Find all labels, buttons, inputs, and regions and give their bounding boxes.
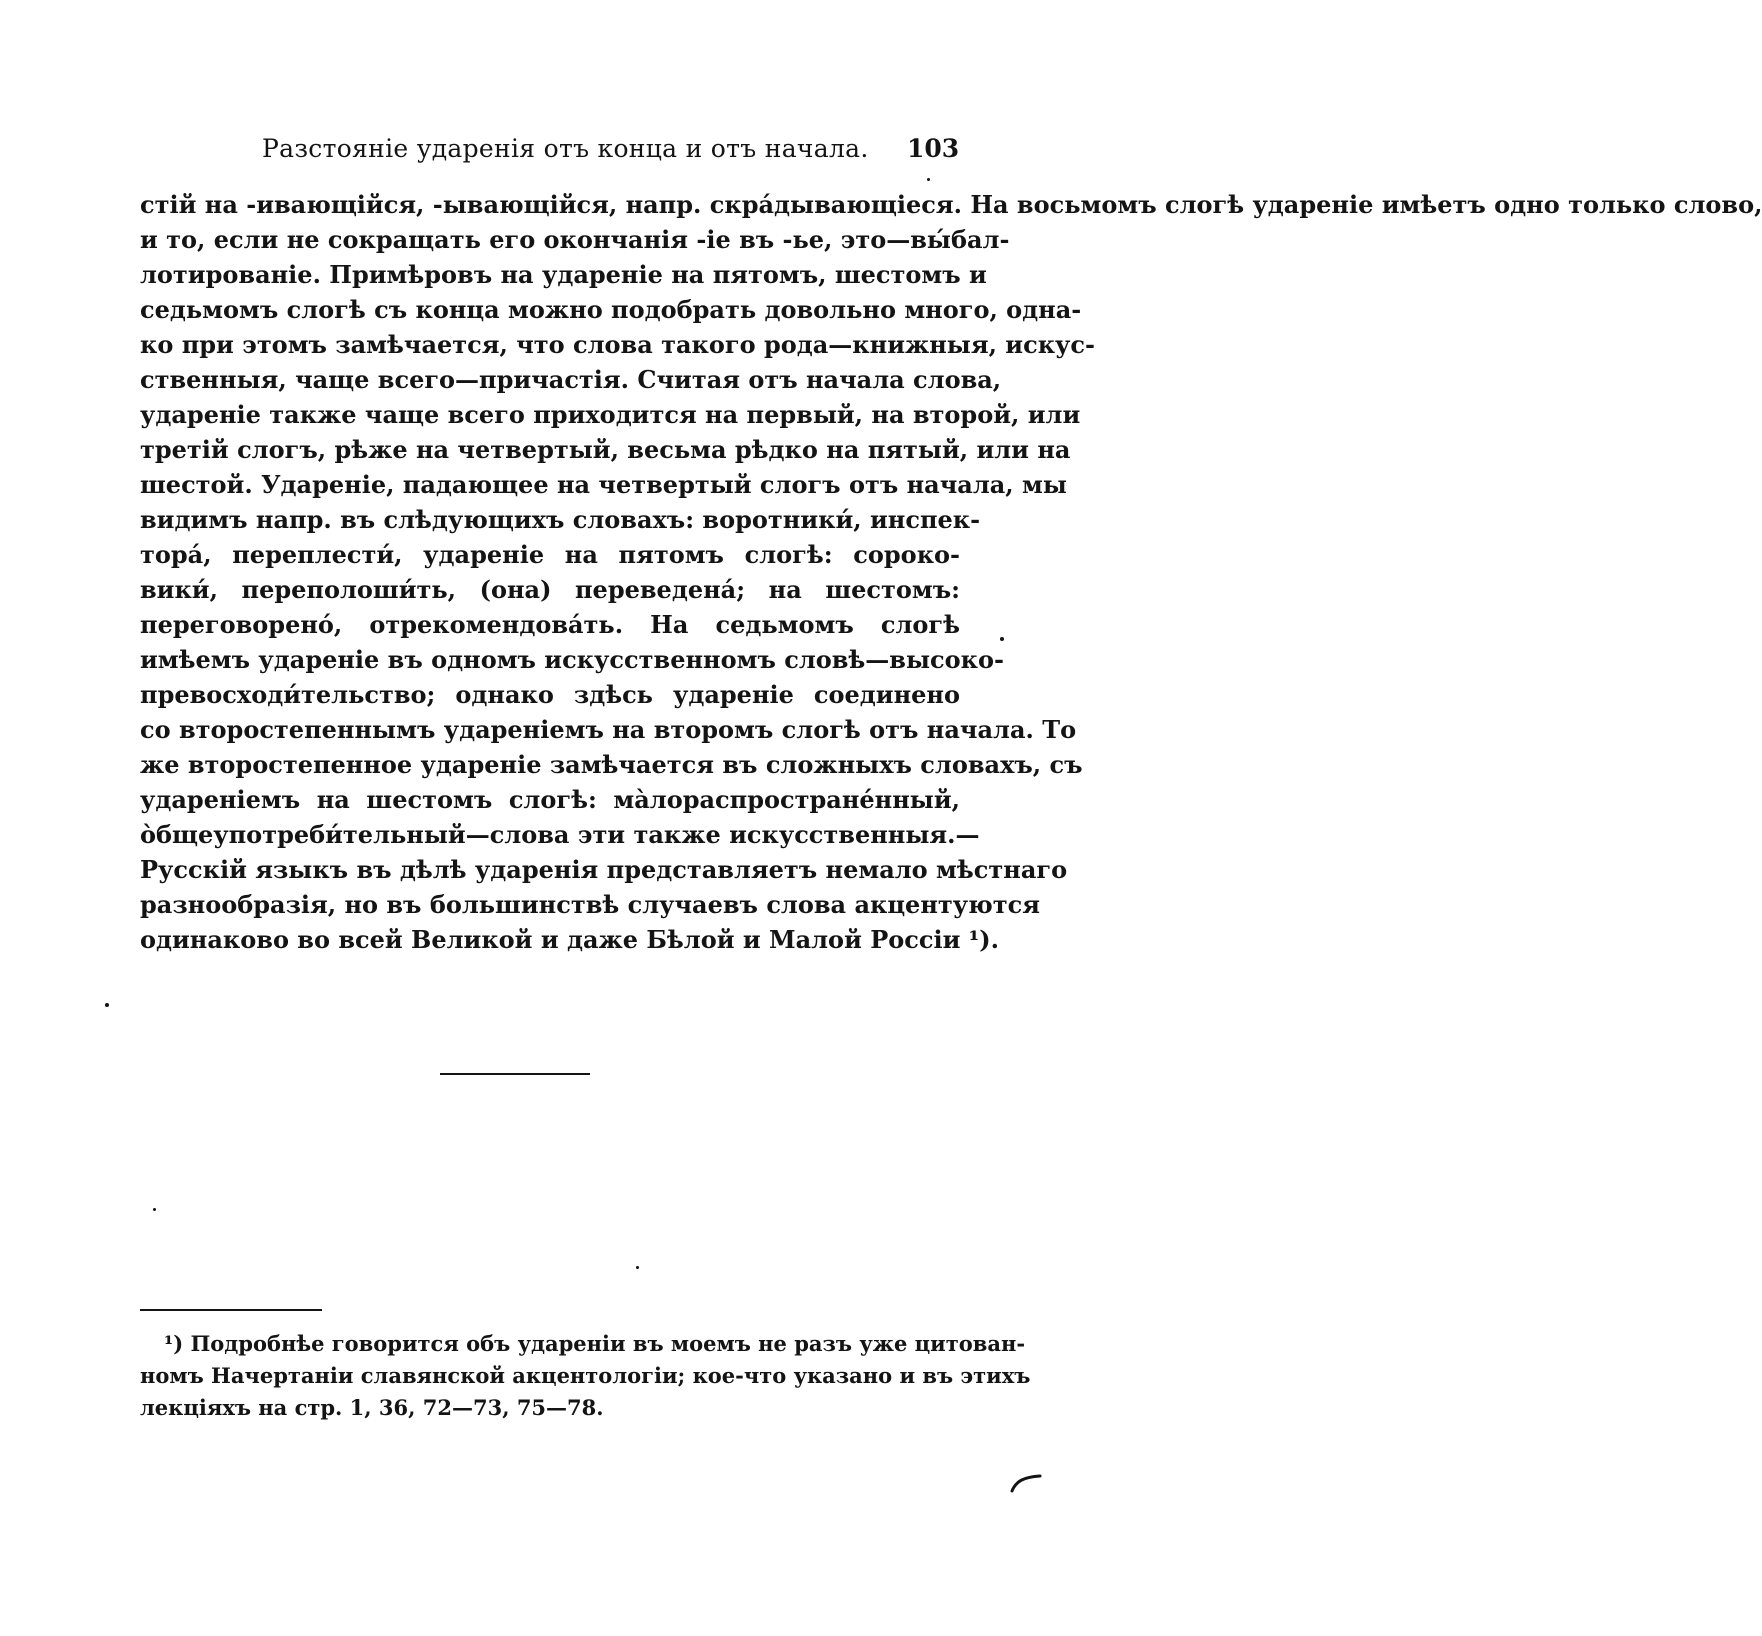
running-title: Разстояніе ударенія отъ конца и отъ начала. xyxy=(262,134,869,163)
scan-speck xyxy=(105,1003,109,1007)
footnote-separator xyxy=(140,1309,322,1311)
text-line: третій слогъ, рѣже на четвертый, весьма рѣдко на пятый, или на xyxy=(140,435,1071,464)
text-line: одинаково во всей Великой и даже Бѣлой и Малой Россіи ¹). xyxy=(140,925,999,954)
text-line: и то, если не сокращать его окончанія -іе въ -ье, это—вы́бал- xyxy=(140,225,1010,254)
body-text xyxy=(140,187,1762,957)
footnote-line: номъ Начертаніи славянской акцентологіи; кое-что указано и въ этихъ xyxy=(140,1363,1031,1388)
text-line: шестой. Удареніе, падающее на четвертый слогъ отъ начала, мы xyxy=(140,470,1067,499)
text-line: стій на -ивающійся, -ывающійся, напр. скра́дывающіеся. На восьмомъ слогѣ удареніе имѣетъ одно только слово, xyxy=(140,190,1762,219)
scan-speck xyxy=(927,178,930,181)
scan-mark xyxy=(1010,1473,1042,1493)
running-header xyxy=(262,134,962,174)
text-line: ственныя, чаще всего—причастія. Считая отъ начала слова, xyxy=(140,365,1002,394)
footnote-line: ¹) Подробнѣе говорится объ удареніи въ моемъ не разъ уже цитован- xyxy=(164,1331,1026,1356)
text-line: разнообразія, но въ большинствѣ случаевъ слова акцентуются xyxy=(140,890,1040,919)
text-line: имѣемъ удареніе въ одномъ искусственномъ словѣ—высоко- xyxy=(140,645,1004,674)
text-line: седьмомъ слогѣ съ конца можно подобрать довольно много, одна- xyxy=(140,295,1082,324)
text-line: вики́, переполоши́ть, (она) переведена́; на шестомъ: xyxy=(140,575,960,604)
text-line: превосходи́тельство; однако здѣсь удареніе соединено xyxy=(140,680,960,709)
text-line: тора́, переплести́, удареніе на пятомъ слогѣ: сороко- xyxy=(140,540,960,569)
text-line: удареніе также чаще всего приходится на первый, на второй, или xyxy=(140,400,1081,429)
text-line: видимъ напр. въ слѣдующихъ словахъ: воротники́, инспек- xyxy=(140,505,981,534)
scan-speck xyxy=(636,1266,639,1269)
text-line: же второстепенное удареніе замѣчается въ сложныхъ словахъ, съ xyxy=(140,750,1083,779)
text-line: переговорено́, отрекомендова́ть. На седьмомъ слогѣ xyxy=(140,610,960,639)
text-line: ко при этомъ замѣчается, что слова такого рода—книжныя, искус- xyxy=(140,330,1095,359)
page-number: 103 xyxy=(907,134,960,163)
text-line: Русскій языкъ въ дѣлѣ ударенія представляетъ немало мѣстнаго xyxy=(140,855,1068,884)
scan-speck xyxy=(153,1208,156,1211)
text-line: удареніемъ на шестомъ слогѣ: ма̀лораспростране́нный, xyxy=(140,785,960,814)
scan-speck xyxy=(1000,637,1004,641)
text-line: о̀бщеупотреби́тельный—слова эти также искусственныя.— xyxy=(140,820,980,849)
footnote xyxy=(140,1328,1031,1424)
footnote-line: лекціяхъ на стр. 1, 36, 72—73, 75—78. xyxy=(140,1395,604,1420)
text-line: лотированіе. Примѣровъ на удареніе на пятомъ, шестомъ и xyxy=(140,260,987,289)
text-line: со второстепеннымъ удареніемъ на второмъ слогѣ отъ начала. То xyxy=(140,715,1077,744)
section-divider xyxy=(440,1073,590,1075)
